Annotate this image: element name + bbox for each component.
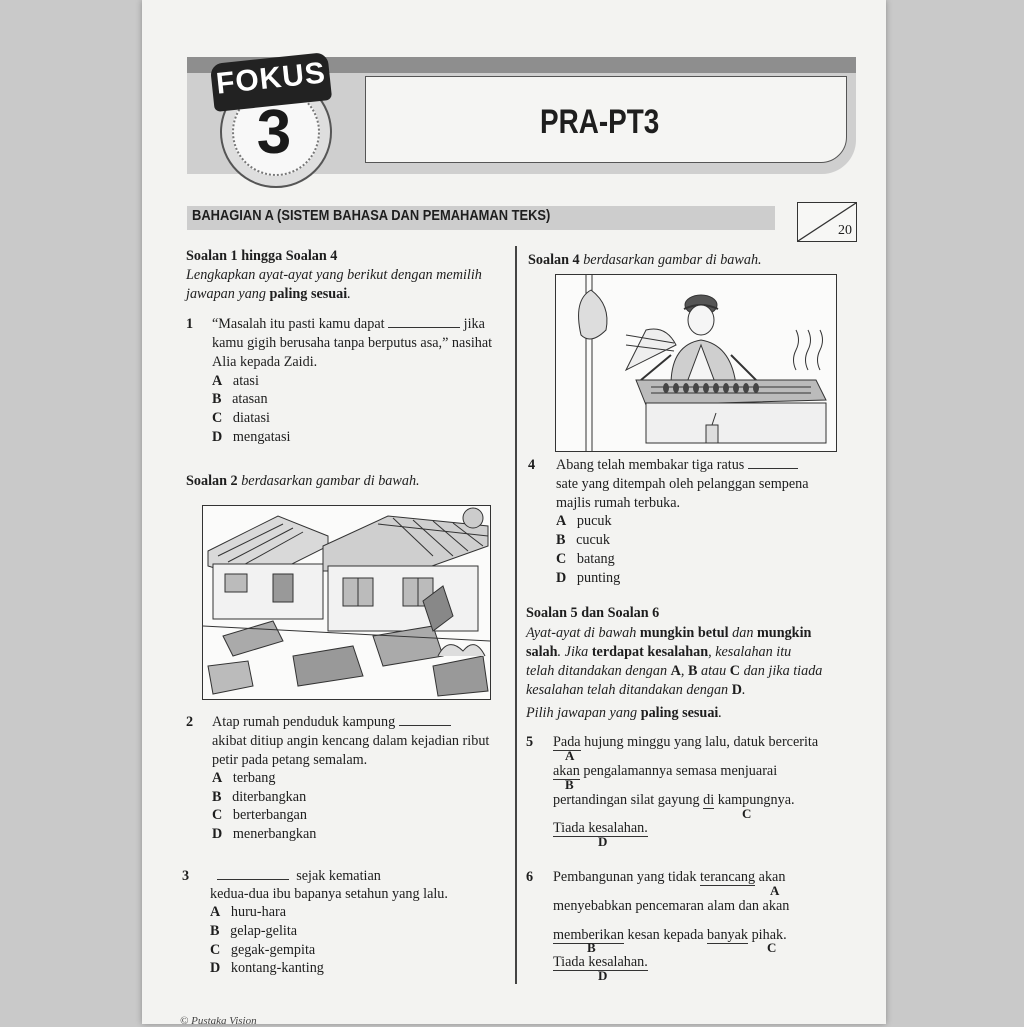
focus-number: 3: [256, 98, 292, 167]
q1-line-2: kamu gigih berusaha tanpa berputus asa,” nasihat: [212, 335, 493, 351]
intro-heading: Soalan 1 hingga Soalan 4: [186, 248, 338, 264]
column-divider: [515, 246, 517, 984]
q1-line-3: Alia kepada Zaidi.: [212, 354, 318, 370]
q4-line-2: sate yang ditempah oleh pelanggan sempena: [556, 476, 809, 492]
q1-number: 1: [186, 316, 194, 332]
q5-line-2: akan pengalamannya semasa menjuarai: [553, 763, 778, 779]
q2-option-c[interactable]: C berterbangan: [212, 807, 307, 823]
q5-label-c: C: [742, 806, 752, 821]
score-value: 20: [838, 223, 852, 238]
q1-option-a[interactable]: A atasi: [212, 373, 259, 389]
q5-line-1: Pada hujung minggu yang lalu, datuk bercerita: [553, 734, 819, 750]
page-title: PRA-PT3: [540, 103, 660, 141]
q5-line-3: pertandingan silat gayung di kampungnya.: [553, 792, 795, 808]
q4-line-3: majlis rumah terbuka.: [556, 495, 681, 511]
q2-option-d[interactable]: D menerbangkan: [212, 826, 317, 842]
q56-instruction-2: salah. Jika terdapat kesalahan, kesalahan itu: [526, 644, 792, 660]
fokus-label: FOKUS: [214, 56, 328, 101]
satay-seller-picture: [556, 275, 836, 451]
q6-label-d: D: [598, 968, 608, 983]
satay-seller-illustration: [555, 274, 837, 452]
q56-instruction-1: Ayat-ayat di bawah mungkin betul dan mungkin: [526, 625, 812, 641]
intro-line-1: Lengkapkan ayat-ayat yang berikut dengan memilih: [186, 267, 482, 283]
section-title: BAHAGIAN A (SISTEM BAHASA DAN PEMAHAMAN TEKS): [192, 207, 551, 224]
q6-label-a: A: [770, 883, 780, 898]
q4-option-b[interactable]: B cucuk: [556, 532, 610, 548]
q5-option-d[interactable]: Tiada kesalahan.: [553, 820, 648, 836]
q56-heading: Soalan 5 dan Soalan 6: [526, 605, 660, 621]
q4-heading: Soalan 4 berdasarkan gambar di bawah.: [528, 252, 762, 268]
q2-line-1: Atap rumah penduduk kampung: [212, 713, 451, 732]
q6-line-3: memberikan kesan kepada banyak pihak.: [553, 927, 787, 943]
q3-option-a[interactable]: A huru-hara: [210, 904, 287, 920]
intro-line-2: jawapan yang paling sesuai.: [186, 286, 351, 302]
q5-label-d: D: [598, 834, 608, 849]
q5-label-a: A: [565, 748, 575, 763]
q2-line-3: petir pada petang semalam.: [212, 752, 368, 768]
q6-line-2: menyebabkan pencemaran alam dan akan: [553, 898, 790, 914]
publisher-footer: © Pustaka Vision: [180, 1015, 257, 1027]
q1-option-d[interactable]: D mengatasi: [212, 429, 291, 445]
q6-label-b: B: [587, 940, 596, 955]
q2-line-2: akibat ditiup angin kencang dalam kejadian ribut: [212, 733, 490, 749]
q6-option-d[interactable]: Tiada kesalahan.: [553, 954, 648, 970]
q56-instruction-3: telah ditandakan dengan A, B atau C dan jika tiada: [526, 663, 823, 679]
q5-number: 5: [526, 734, 534, 750]
q56-instruction-4: kesalahan telah ditandakan dengan D.: [526, 682, 746, 698]
score-box: [797, 202, 857, 242]
q2-heading: Soalan 2 berdasarkan gambar di bawah.: [186, 473, 420, 489]
storm-houses-picture: [203, 506, 490, 699]
q4-number: 4: [528, 457, 536, 473]
q1-option-c[interactable]: C diatasi: [212, 410, 270, 426]
q6-label-c: C: [767, 940, 777, 955]
q4-option-d[interactable]: D punting: [556, 570, 621, 586]
q3-option-b[interactable]: B gelap-gelita: [210, 923, 298, 939]
q6-line-1: Pembangunan yang tidak terancang akan: [553, 869, 786, 885]
storm-damage-illustration: [202, 505, 491, 700]
q2-option-b[interactable]: B diterbangkan: [212, 789, 307, 805]
q2-option-a[interactable]: A terbang: [212, 770, 276, 786]
q5-label-b: B: [565, 777, 574, 792]
q3-option-c[interactable]: C gegak-gempita: [210, 942, 316, 958]
q3-option-d[interactable]: D kontang-kanting: [210, 960, 324, 976]
q1-option-b[interactable]: B atasan: [212, 391, 268, 407]
q4-option-c[interactable]: C batang: [556, 551, 615, 567]
q4-line-1: Abang telah membakar tiga ratus: [556, 456, 798, 475]
q3-number: 3: [182, 868, 190, 884]
q3-line-1: sejak kematian: [210, 867, 381, 886]
q3-line-2: kedua-dua ibu bapanya setahun yang lalu.: [210, 886, 448, 902]
q56-instruction-5: Pilih jawapan yang paling sesuai.: [526, 705, 722, 721]
q4-option-a[interactable]: A pucuk: [556, 513, 612, 529]
q1-line-1: “Masalah itu pasti kamu dapat jika: [212, 316, 485, 332]
q2-number: 2: [186, 714, 194, 730]
q6-number: 6: [526, 869, 534, 885]
